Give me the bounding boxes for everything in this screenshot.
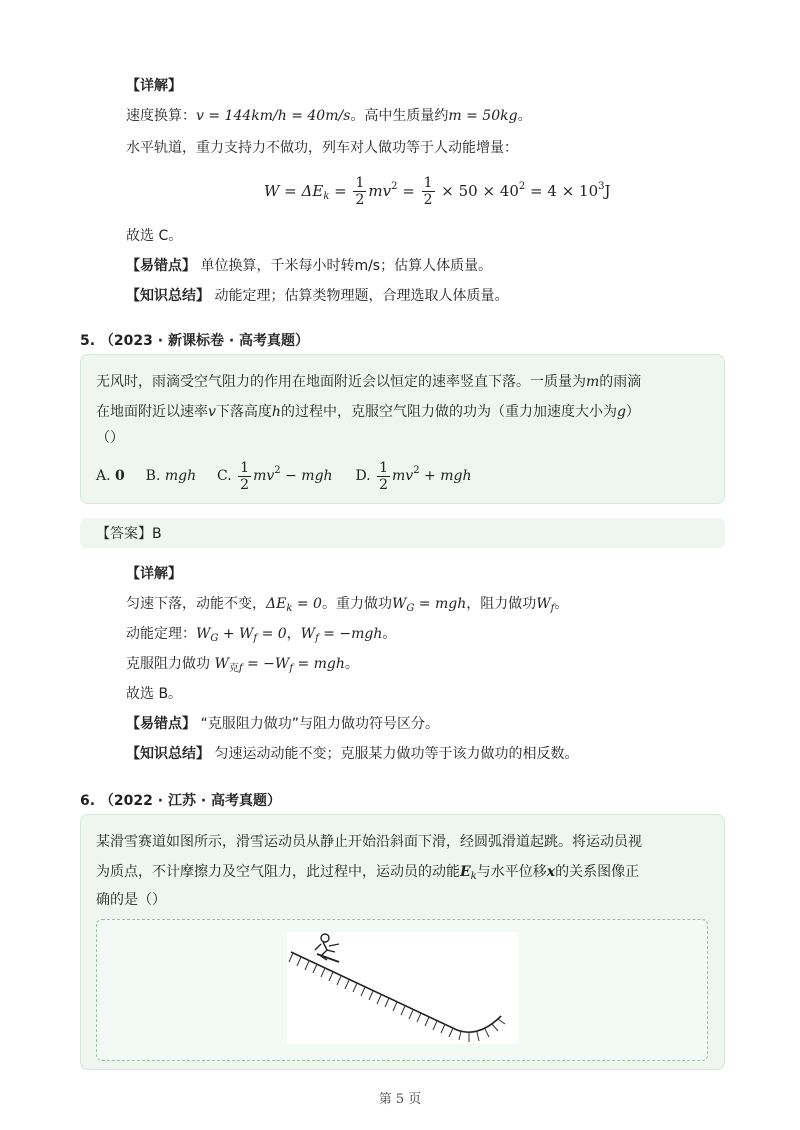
option-c: C. $\frac{1}{2}$ $mv^2$ − mgh [217, 459, 333, 493]
ski-slope-icon [287, 932, 519, 1044]
q4-track-line: 水平轨道，重力支持力不做功，列车对人做功等于人动能增量： [126, 140, 518, 156]
page-number: 第 5 页 [378, 1092, 422, 1107]
q4-formula: $W = \Delta E_k$ = $\frac{1}{2}$ $mv^2$ = $\frac{1}{2}$ × $50 \times 40^2 = 4 \times 10^3J$ [264, 175, 611, 208]
q5-detail-label: 【详解】 [126, 566, 182, 582]
q6-header: 6. （2022 · 江苏 · 高考真题） [80, 793, 282, 809]
q5-stem-line-3: （） [96, 430, 124, 446]
q5-detail-line-3: 克服阻力做功 $W_{克f} = -W_f$ = mgh。 [126, 656, 359, 674]
q4-summary: 【知识总结】 动能定理；估算类物理题，合理选取人体质量。 [126, 288, 509, 304]
q5-detail-line-2: 动能定理：$W_G + W_f = 0$，$W_f = -mgh$。 [126, 626, 397, 644]
q6-stem-line-1: 某滑雪赛道如图所示，滑雪运动员从静止开始沿斜面下滑，经圆弧滑道起跳。将运动员视 [96, 834, 642, 850]
q4-error-point: 【易错点】 单位换算，千米每小时转m/s；估算人体质量。 [126, 258, 493, 274]
q6-question-box [80, 814, 725, 1070]
q5-header: 5. （2023 · 新课标卷 · 高考真题） [80, 333, 310, 349]
q6-stem-line-3: 确的是（） [96, 892, 166, 908]
q6-stem-line-2: 为质点，不计摩擦力及空气阻力，此过程中，运动员的动能$E_k$与水平位移x的关系图像正 [96, 864, 640, 882]
q5-error-point: 【易错点】 “克服阻力做功”与阻力做功符号区分。 [126, 716, 439, 732]
option-d: D. $\frac{1}{2}$ $mv^2$ + mgh [355, 459, 472, 493]
q5-stem-line-2: 在地面附近以速率v下落高度h的过程中，克服空气阻力做的功为（重力加速度大小为g） [96, 404, 640, 420]
q5-detail-line-1: 匀速下落，动能不变，$\Delta E_k = 0$。重力做功$W_G$ = mgh，阻力做功$W_f$。 [126, 596, 569, 614]
option-b: B. mgh [145, 468, 197, 484]
q5-answer-bar [80, 518, 725, 548]
option-a: A. 0 [96, 468, 125, 484]
q5-choice: 故选 B。 [126, 686, 183, 702]
q5-stem-line-1: 无风时，雨滴受空气阻力的作用在地面附近会以恒定的速率竖直下落。一质量为m的雨滴 [96, 374, 642, 390]
q5-summary: 【知识总结】 匀速运动动能不变；克服某力做功等于该力做功的相反数。 [126, 746, 579, 762]
ski-track-figure [287, 932, 519, 1044]
q4-speed-line: 速度换算：v = 144km/h = 40m/s。高中生质量约m = 50kg。 [126, 108, 532, 124]
q5-answer: 【答案】B [96, 526, 162, 542]
q6-figure-frame [96, 919, 708, 1061]
q5-options [96, 452, 471, 495]
q4-choice: 故选 C。 [126, 228, 183, 244]
q4-detail-label: 【详解】 [126, 78, 182, 94]
